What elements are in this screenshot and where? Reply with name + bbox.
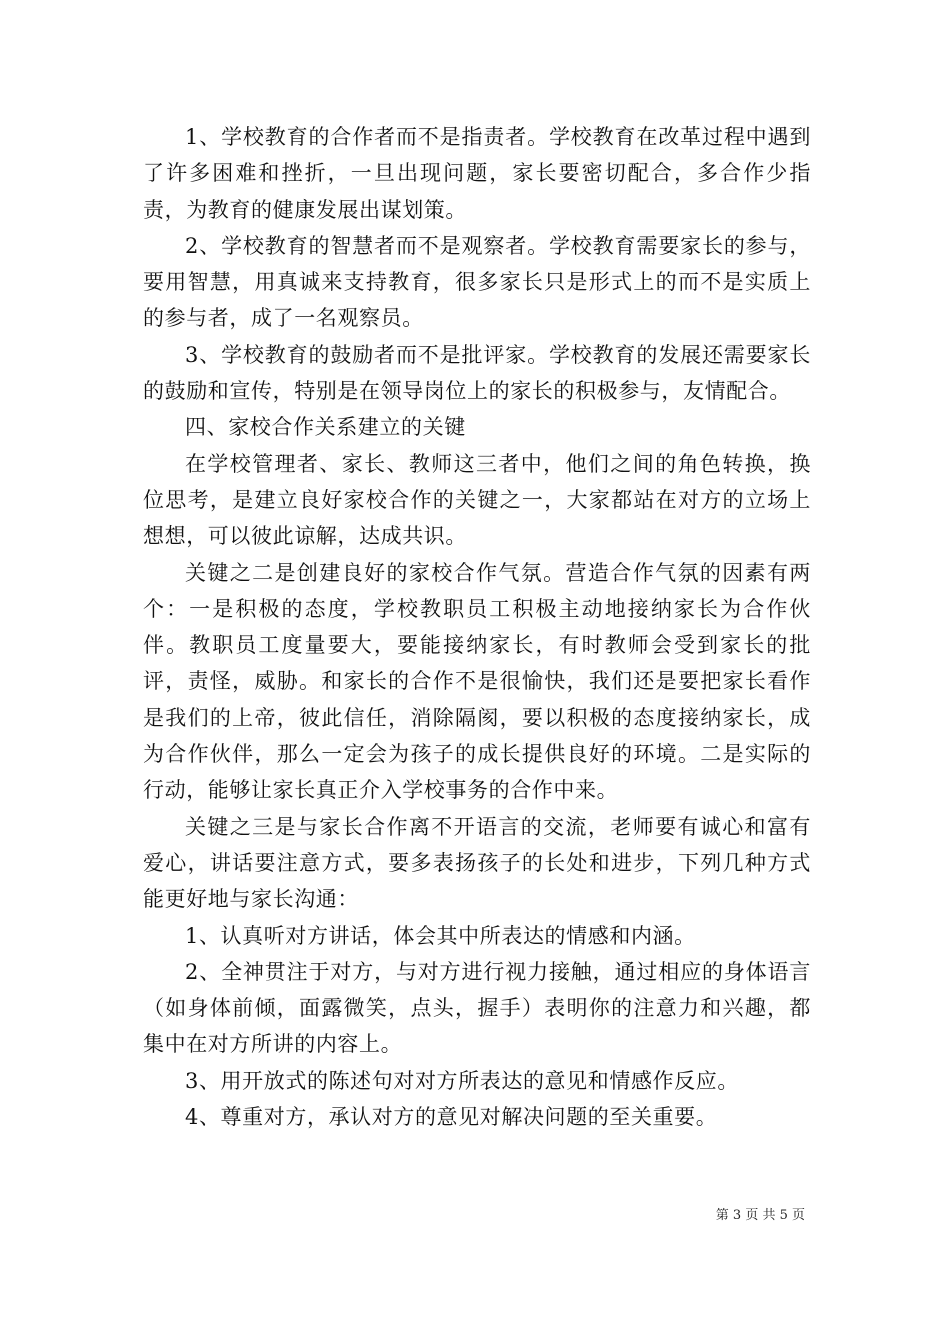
paragraph: 2、学校教育的智慧者而不是观察者。学校教育需要家长的参与，要用智慧，用真诚来支持教育，很多家长只是形式上的而不是实质上的参与者，成了一名观察员。 bbox=[143, 233, 811, 331]
paragraph: 在学校管理者、家长、教师这三者中，他们之间的角色转换，换位思考，是建立良好家校合作的关键之一，大家都站在对方的立场上想想，可以彼此谅解，达成共识。 bbox=[143, 451, 811, 549]
section-heading: 四、家校合作关系建立的关键 bbox=[185, 415, 466, 440]
paragraph: 1、学校教育的合作者而不是指责者。学校教育在改革过程中遇到了许多困难和挫折，一旦出现问题，家长要密切配合，多合作少指责，为教育的健康发展出谋划策。 bbox=[143, 125, 811, 222]
paragraph: 关键之三是与家长合作离不开语言的交流，老师要有诚心和富有爱心，讲话要注意方式，要多表扬孩子的长处和进步，下列几种方式能更好地与家长沟通： bbox=[143, 814, 811, 912]
list-item: 1、认真听对方讲话，体会其中所表达的情感和内涵。 bbox=[185, 923, 696, 948]
list-item: 2、全神贯注于对方，与对方进行视力接触，通过相应的身体语言（如身体前倾，面露微笑，点头，握手）表明你的注意力和兴趣，都集中在对方所讲的内容上。 bbox=[143, 959, 811, 1057]
list-item: 3、用开放式的陈述句对对方所表达的意见和情感作反应。 bbox=[185, 1068, 739, 1093]
paragraph: 3、学校教育的鼓励者而不是批评家。学校教育的发展还需要家长的鼓励和宣传，特别是在领导岗位上的家长的积极参与，友情配合。 bbox=[143, 342, 811, 404]
paragraph: 关键之二是创建良好的家校合作气氛。营造合作气氛的因素有两个：一是积极的态度，学校教职员工积极主动地接纳家长为合作伙伴。教职员工度量要大，要能接纳家长，有时教师会受到家长的批评，责怪，威胁。和家长的合作不是很愉快，我们还是要把家长看作是我们的上帝，彼此信任，消除隔阂，要以积极的态度接纳家长，成为合作伙伴，那么一定会为孩子的成长提供良好的环境。二是实际的行动，能够让家长真正介入学校事务的合作中来。 bbox=[143, 560, 811, 803]
page-footer: 第 3 页 共 5 页 bbox=[715, 1208, 805, 1223]
list-item: 4、尊重对方，承认对方的意见对解决问题的至关重要。 bbox=[185, 1105, 718, 1130]
document-body bbox=[143, 119, 811, 1135]
